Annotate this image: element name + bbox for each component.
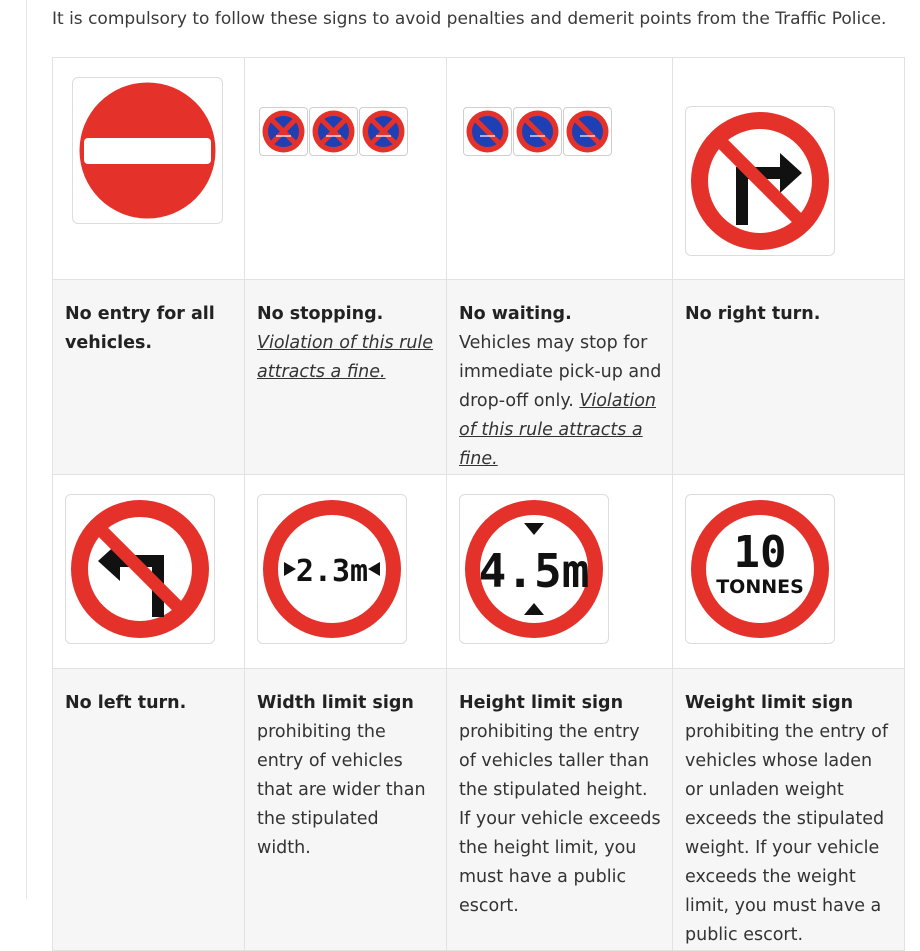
width-limit-sign-icon bbox=[257, 494, 407, 644]
sign-title-weight-limit: Weight limit sign bbox=[685, 693, 854, 713]
no-stopping-sign-icon bbox=[359, 107, 408, 156]
sign-text-row bbox=[53, 280, 905, 475]
width-limit-value: 2.3m bbox=[295, 554, 369, 589]
height-limit-value: 4.5m bbox=[478, 544, 590, 598]
no-waiting-sign-icon bbox=[463, 107, 512, 156]
content-left-border bbox=[26, 0, 27, 899]
sign-cell-no-left-turn bbox=[53, 475, 245, 669]
weight-limit-sign-icon bbox=[685, 494, 835, 644]
sign-text-row bbox=[53, 669, 905, 951]
sign-text-cell bbox=[53, 280, 245, 475]
sign-text-cell bbox=[245, 280, 447, 475]
fine-link[interactable]: Violation of this rule attracts a fine. bbox=[257, 333, 434, 382]
sign-cell-weight-limit bbox=[673, 475, 905, 669]
sign-text-cell bbox=[447, 669, 673, 951]
sign-cell-height-limit bbox=[447, 475, 673, 669]
no-left-turn-sign-icon bbox=[65, 494, 215, 644]
sign-description: prohibiting the entry of vehicles that are wider than the stipulated width. bbox=[257, 722, 426, 858]
sign-cell-width-limit bbox=[245, 475, 447, 669]
no-right-turn-sign-icon bbox=[685, 106, 835, 256]
sign-description: prohibiting the entry of vehicles whose laden or unladen weight exceeds the stipulated weight. If your vehicle exceeds the weight limit, you must have a public escort. bbox=[685, 722, 889, 945]
sign-description: Vehicles may stop for immediate pick-up and drop-off only. bbox=[459, 333, 662, 411]
no-waiting-sign-icon bbox=[513, 107, 562, 156]
height-limit-sign-icon bbox=[459, 494, 609, 644]
fine-link[interactable]: Violation of this rule attracts a fine. bbox=[459, 391, 657, 469]
sign-cell-no-waiting bbox=[447, 58, 673, 280]
no-waiting-sign-icon bbox=[563, 107, 612, 156]
sign-title-width-limit: Width limit sign bbox=[257, 693, 414, 713]
sign-text-cell bbox=[673, 280, 905, 475]
weight-limit-value: 10 bbox=[733, 527, 787, 578]
sign-image-row bbox=[53, 475, 905, 669]
no-stopping-sign-icon bbox=[259, 107, 308, 156]
sign-cell-no-right-turn bbox=[673, 58, 905, 280]
weight-limit-unit: TONNES bbox=[716, 576, 804, 598]
sign-text-cell bbox=[447, 280, 673, 475]
sign-text-cell bbox=[673, 669, 905, 951]
sign-title-no-right-turn: No right turn. bbox=[685, 304, 821, 324]
intro-paragraph: It is compulsory to follow these signs to avoid penalties and demerit points from the Traffic Police. bbox=[52, 9, 887, 29]
sign-description: prohibiting the entry of vehicles taller than the stipulated height. If your vehicle exceeds the height limit, you must have a public escort. bbox=[459, 722, 661, 916]
sign-title-no-waiting: No waiting. bbox=[459, 304, 572, 324]
sign-title-no-left-turn: No left turn. bbox=[65, 693, 187, 713]
sign-text-cell bbox=[53, 669, 245, 951]
sign-title-no-entry: No entry for all vehicles. bbox=[65, 304, 215, 353]
traffic-signs-table bbox=[52, 57, 905, 951]
sign-cell-no-entry bbox=[53, 58, 245, 280]
sign-image-row bbox=[53, 58, 905, 280]
sign-cell-no-stopping bbox=[245, 58, 447, 280]
sign-text-cell bbox=[245, 669, 447, 951]
sign-title-no-stopping: No stopping. bbox=[257, 304, 384, 324]
no-stopping-sign-icon bbox=[309, 107, 358, 156]
sign-title-height-limit: Height limit sign bbox=[459, 693, 624, 713]
no-entry-sign-icon bbox=[72, 77, 223, 224]
